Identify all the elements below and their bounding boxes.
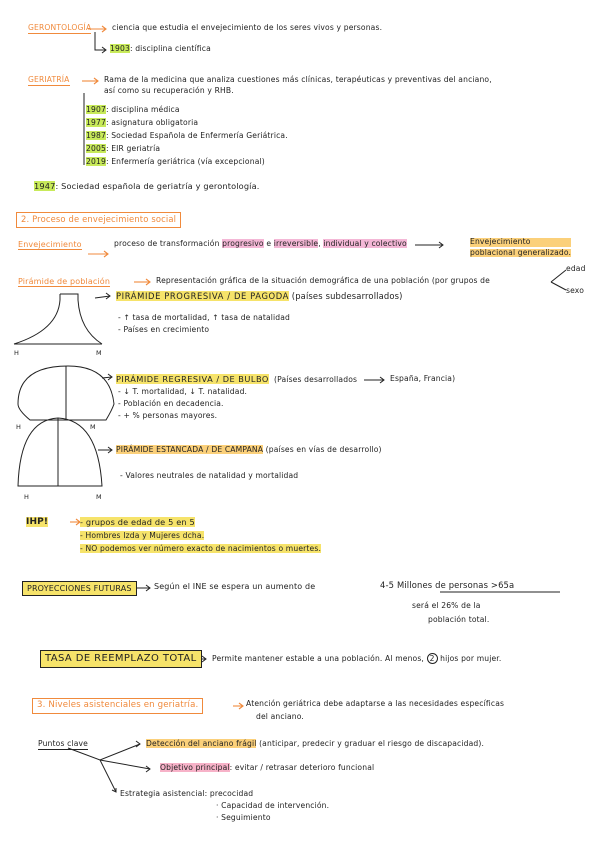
axis-h: H [24,493,30,501]
key-point-1: Detección del anciano frágil (anticipar, predecir y graduar el riesgo de discapacidad). [146,739,485,748]
section-2-heading: 2. Proceso de envejecimiento social [16,212,181,228]
timeline-item: 2005: EIR geriatría [86,144,161,153]
ihp-bullet-2: - Hombres Izda y Mujeres dcha. [80,531,205,540]
section-3-heading: 3. Niveles asistenciales en geriatría. [32,698,203,714]
year-1903: 1903 [110,44,130,53]
timeline-item: 1907: disciplina médica [86,105,180,114]
pyramid-2-subtitle-end: España, Francia) [390,374,456,383]
proyecciones-text-3: población total. [428,615,490,624]
pyramid-2-title: PIRÁMIDE REGRESIVA / DE BULBO [116,374,269,384]
key-point-2: Objetivo principal: evitar / retrasar deterioro funcional [160,763,375,772]
ihp-label: IHP! [26,517,49,527]
year-1947: 1947 [34,181,56,191]
pyramid-3-title-row: PIRÁMIDE ESTANCADA / DE CAMPANA (países en vías de desarrollo) [116,445,382,454]
timeline-item: 2019: Enfermería geriátrica (vía excepcional) [86,157,265,166]
timeline-item: 1977: asignatura obligatoria [86,118,199,127]
piramide-definition: Representación gráfica de la situación demográfica de una población (por grupos de [156,276,490,285]
term-gerontologia: GERONTOLOGÍA [28,23,92,32]
proyecciones-text: Según el INE se espera un aumento de [154,582,316,591]
proyecciones-amount: 4-5 Millones de personas >65a [380,580,515,590]
envejecimiento-result: Envejecimiento poblacional generalizado. [470,237,572,257]
section-3-text-1: Atención geriátrica debe adaptarse a las necesidades específicas [246,699,505,708]
pyramid-3-title: PIRÁMIDE ESTANCADA / DE CAMPANA [116,445,264,454]
pyramid-2-title-row: PIRÁMIDE REGRESIVA / DE BULBO (Países desarrollados [116,374,358,384]
puntos-clave: Puntos clave [38,739,88,748]
timeline-item: 1987: Sociedad Española de Enfermería Geriátrica. [86,131,288,140]
axis-h: H [14,349,20,357]
gerontologia-year-row [110,45,211,54]
key-point-3-bullet: · Capacidad de intervención. [216,801,330,810]
pyramid-2-bullet: - ↓ T. mortalidad, ↓ T. natalidad. [118,387,248,396]
term-piramide: Pirámide de población [18,277,111,286]
proyecciones-text-2: será el 26% de la [412,601,481,610]
year-1947-row: 1947: Sociedad española de geriatría y gerontología. [34,181,260,191]
pyramid-3-bullet: - Valores neutrales de natalidad y mortalidad [120,471,299,480]
envejecimiento-definition: proceso de transformación progresivo e irreversible, individual y colectivo [114,239,407,248]
ihp-bullet-1: - grupos de edad de 5 en 5 [80,517,195,527]
section-3-text-2: del anciano. [256,712,304,721]
term-envejecimiento: Envejecimiento [18,240,82,249]
axis-m: M [96,493,102,501]
geriatria-definition-2: así como su recuperación y RHB. [104,86,234,95]
pyramid-1-bullet: - ↑ tasa de mortalidad, ↑ tasa de natalidad [118,313,291,322]
axis-m: M [90,423,96,431]
pyramid-1-title: PIRÁMIDE PROGRESIVA / DE PAGODA [116,291,289,301]
tasa-number: 2 [427,653,438,664]
tasa-label: TASA DE REEMPLAZO TOTAL [40,650,202,668]
pyramid-2-bullet: - Población en decadencia. [118,399,224,408]
pyramid-1-title-row: PIRÁMIDE PROGRESIVA / DE PAGODA (países subdesarrollados) [116,291,403,301]
key-point-3-bullet: · Seguimiento [216,813,271,822]
ihp-bullet-3: - NO podemos ver número exacto de nacimientos o muertes. [80,544,322,553]
year-1903-note: : disciplina científica [129,44,211,53]
pyramid-2-bullet: - + % personas mayores. [118,411,218,420]
pyramid-1-bullet: - Países en crecimiento [118,325,210,334]
geriatria-definition-1: Rama de la medicina que analiza cuestiones más clínicas, terapéuticas y preventivas del anciano, [104,75,492,84]
branch-sexo: sexo [566,286,585,295]
branch-edad: edad [566,264,586,273]
key-point-3: Estrategia asistencial: precocidad [120,789,254,798]
term-geriatria: GERIATRÍA [28,75,70,84]
axis-m: M [96,349,102,357]
proyecciones-label: PROYECCIONES FUTURAS [22,581,137,596]
tasa-text: Permite mantener estable a una población. Al menos, 2 hijos por mujer. [212,654,502,663]
gerontologia-definition: ciencia que estudia el envejecimiento de los seres vivos y personas. [112,23,383,32]
axis-h: H [16,423,22,431]
